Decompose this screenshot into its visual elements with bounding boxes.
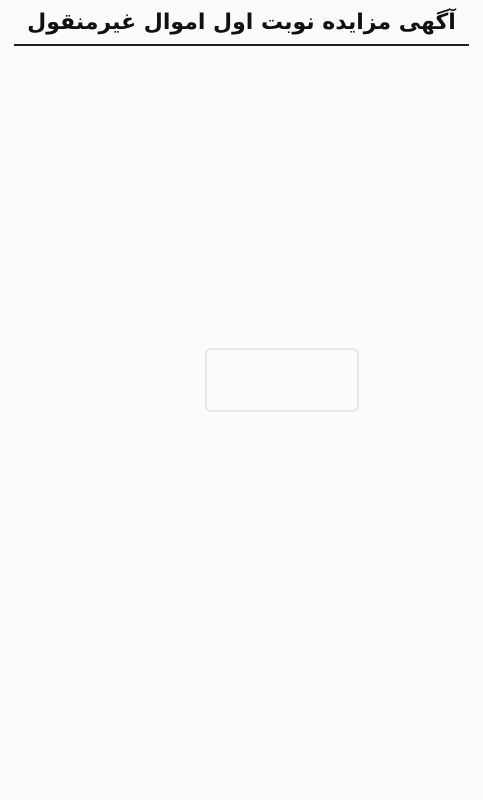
title-divider (14, 44, 469, 46)
watermark-logo (205, 348, 359, 412)
notice-title: آگهی مزایده نوبت اول اموال غیرمنقول (27, 10, 456, 35)
